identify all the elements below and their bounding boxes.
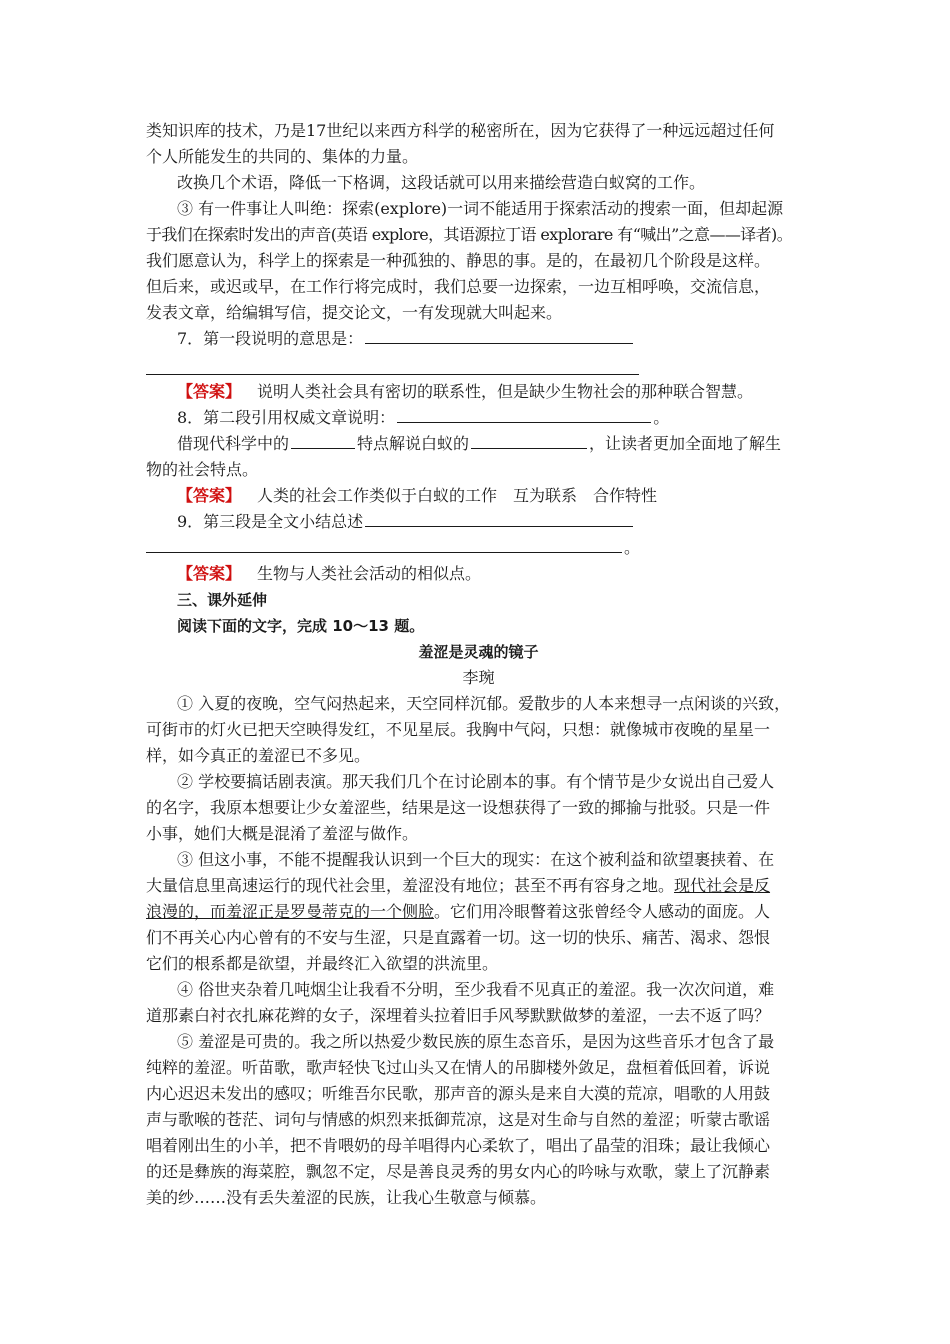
essay-line: ② 学校要搞话剧表演。那天我们几个在讨论剧本的事。有个情节是少女说出自己爱人	[177, 772, 775, 791]
essay-line: 道那素白衬衣扎麻花辫的女子，深埋着头拉着旧手风琴默默做梦的羞涩，一去不返了吗？	[146, 1006, 771, 1025]
question-8: 8．第二段引用权威文章说明： 。	[177, 408, 670, 427]
essay-line: 可街市的灯火已把天空映得发红，不见星辰。我胸中气闷，只想：就像城市夜晚的星星一	[146, 720, 771, 739]
underlined-sentence: 浪漫的，而羞涩正是罗曼蒂克的一个侧脸	[146, 902, 435, 921]
answer-9: 【答案】 生物与人类社会活动的相似点。	[177, 564, 482, 583]
answer-blank[interactable]	[146, 352, 639, 375]
passage-line: 我们愿意认为，科学上的探索是一种孤独的、静思的事。是的，在最初几个阶段是这样。	[146, 251, 771, 270]
answer-7: 【答案】 说明人类社会具有密切的联系性，但是缺少生物社会的那种联合智慧。	[177, 382, 754, 401]
question-8-line-2: 借现代科学中的 特点解说白蚁的 ，让读者更加全面地了解生	[177, 434, 782, 453]
passage-line: 类知识库的技术，乃是17世纪以来西方科学的秘密所在，因为它获得了一种远远超过任何	[146, 121, 775, 140]
answer-blank[interactable]	[397, 406, 651, 423]
answer-tag: 【答案】	[177, 382, 242, 401]
essay-line: 浪漫的，而羞涩正是罗曼蒂克的一个侧脸。它们用冷眼瞥着这张曾经令人感动的面庞。人	[146, 902, 771, 921]
essay-line: 小事，她们大概是混淆了羞涩与做作。	[146, 824, 419, 843]
essay-line: 唱着刚出生的小羊，把不肯喂奶的母羊唱得内心柔软了，唱出了晶莹的泪珠；最让我倾心	[146, 1136, 771, 1155]
document-body	[146, 118, 811, 1211]
passage-line: 于我们在探索时发出的声音(英语 explore，其语源拉丁语 explorare 有“喊出”之意——译者)。	[146, 225, 793, 244]
essay-line: 大量信息里高速运行的现代社会里，羞涩没有地位；甚至不再有容身之地。现代社会是反	[146, 876, 771, 895]
question-8-line-3: 物的社会特点。	[146, 460, 259, 479]
answer-blank[interactable]	[146, 536, 622, 553]
essay-line: ③ 但这小事，不能不提醒我认识到一个巨大的现实：在这个被利益和欲望裹挟着、在	[177, 850, 775, 869]
essay-line: 纯粹的羞涩。听苗歌，歌声轻快飞过山头又在情人的吊脚楼外敛足，盘桓着低回着，诉说	[146, 1058, 771, 1077]
passage-paragraph-2: 改换几个术语，降低一下格调，这段话就可以用来描绘营造白蚁窝的工作。	[177, 173, 706, 192]
essay-line: 的名字，我原本想要让少女羞涩些，结果是这一设想获得了一致的揶揄与批驳。只是一件	[146, 798, 771, 817]
answer-blank[interactable]	[365, 327, 633, 344]
passage-line: 发表文章，给编辑写信，提交论文，一有发现就大叫起来。	[146, 303, 563, 322]
passage-line: 个人所能发生的共同的、集体的力量。	[146, 147, 419, 166]
section-heading: 三、课外延伸	[177, 591, 268, 609]
essay-line: ① 入夏的夜晚，空气闷热起来，天空同样沉郁。爱散步的人本来想寻一点闲谈的兴致，	[177, 694, 791, 713]
passage-line: 但后来，或迟或早，在工作行将完成时，我们总要一边探索，一边互相呼唤，交流信息，	[146, 277, 771, 296]
essay-line: 声与歌喉的苍茫、词句与情感的炽烈来抵御荒凉，这是对生命与自然的羞涩；听蒙古歌谣	[146, 1110, 771, 1129]
question-9: 9．第三段是全文小结总述	[146, 509, 811, 535]
essay-line: 样，如今真正的羞涩已不多见。	[146, 746, 371, 765]
essay-line: ④ 俗世夹杂着几吨烟尘让我看不分明，至少我看不见真正的羞涩。我一次次问道，难	[177, 980, 775, 999]
essay-line: 们不再关心内心曾有的不安与生涩，只是直露着一切。这一切的快乐、痛苦、渴求、怨恨	[146, 928, 771, 947]
essay-line: 的还是彝族的海菜腔，飘忽不定，尽是善良灵秀的男女内心的吟咏与欢歌，蒙上了沉静素	[146, 1162, 771, 1181]
answer-tag: 【答案】	[177, 486, 242, 505]
essay-line: 美的纱……没有丢失羞涩的民族，让我心生敬意与倾慕。	[146, 1188, 547, 1207]
answer-blank[interactable]	[365, 510, 633, 527]
question-7: 7．第一段说明的意思是：	[146, 326, 811, 352]
answer-blank[interactable]	[471, 432, 587, 449]
section-instruction: 阅读下面的文字，完成 10～13 题。	[177, 617, 425, 635]
question-9-line-2: 。	[146, 535, 811, 561]
essay-title: 羞涩是灵魂的镜子	[418, 643, 539, 661]
underlined-sentence: 现代社会是反	[674, 876, 771, 895]
passage-line: ③ 有一件事让人叫绝：探索(explore)一词不能适用于探索活动的搜索一面，但却起源	[177, 199, 784, 218]
essay-line: ⑤ 羞涩是可贵的。我之所以热爱少数民族的原生态音乐，是因为这些音乐才包含了最	[177, 1032, 775, 1051]
answer-blank[interactable]	[291, 432, 355, 449]
answer-8: 【答案】 人类的社会工作类似于白蚁的工作 互为联系 合作特性	[177, 486, 658, 505]
essay-line: 内心迟迟未发出的感叹；听维吾尔民歌，那声音的源头是来自大漠的荒凉，唱歌的人用鼓	[146, 1084, 771, 1103]
answer-tag: 【答案】	[177, 564, 242, 583]
essay-line: 它们的根系都是欲望，并最终汇入欲望的洪流里。	[146, 954, 499, 973]
essay-author: 李琬	[462, 668, 495, 687]
